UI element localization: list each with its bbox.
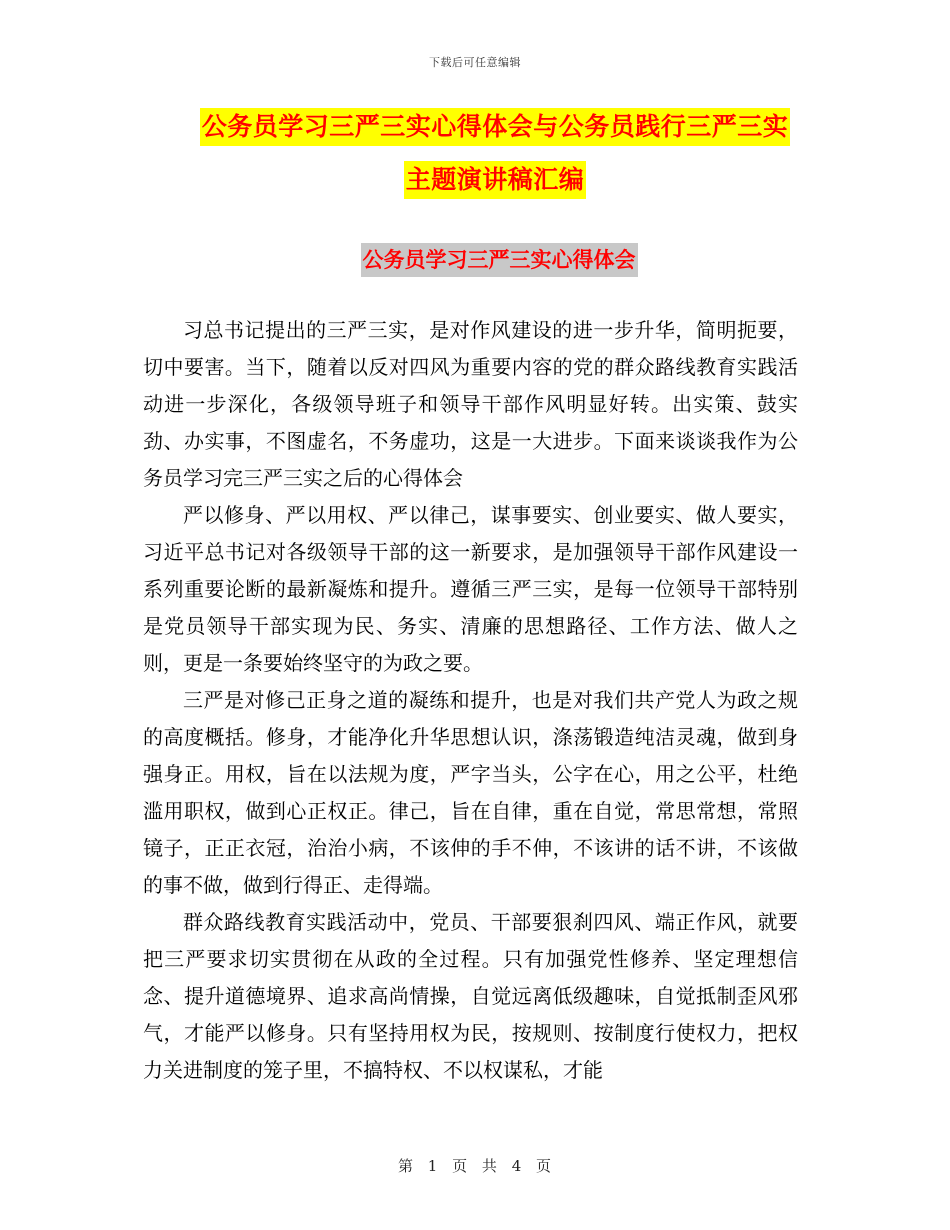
section-heading: 公务员学习三严三实心得体会	[361, 243, 638, 277]
footer-label-unit-2: 页	[536, 1157, 553, 1175]
footer-label-page: 第	[397, 1157, 414, 1175]
total-pages-number: 4	[511, 1157, 523, 1175]
page-footer	[0, 1155, 950, 1176]
title-line-2: 主题演讲稿汇编	[404, 161, 587, 199]
paragraph: 严以修身、严以用权、严以律己，谋事要实、创业要实、做人要实，习近平总书记对各级领导干部的这一新要求，是加强领导干部作风建设一系列重要论断的最新凝炼和提升。遵循三严三实，是每一位领导干部特别是党员领导干部实现为民、务实、清廉的思想路径、工作方法、做人之则，更是一条要始终坚守的为政之要。	[143, 503, 798, 675]
body-text	[143, 312, 798, 1089]
footer-label-unit: 页	[452, 1157, 469, 1175]
paragraph: 习总书记提出的三严三实，是对作风建设的进一步升华，简明扼要，切中要害。当下，随着以反对四风为重要内容的党的群众路线教育实践活动进一步深化，各级领导班子和领导干部作风明显好转。出实策、鼓实劲、办实事，不图虚名，不务虚功，这是一大进步。下面来谈谈我作为公务员学习完三严三实之后的心得体会	[143, 318, 798, 490]
header-note: 下载后可任意编辑	[429, 56, 521, 69]
paragraph: 群众路线教育实践活动中，党员、干部要狠刹四风、端正作风，就要把三严要求切实贯彻在从政的全过程。只有加强党性修养、坚定理想信念、提升道德境界、追求高尚情操，自觉远离低级趣味，自觉抵制歪风邪气，才能严以修身。只有坚持用权为民，按规则、按制度行使权力，把权力关进制度的笼子里，不搞特权、不以权谋私，才能	[143, 910, 798, 1082]
current-page-number: 1	[427, 1157, 439, 1175]
footer-label-total: 共	[481, 1157, 498, 1175]
paragraph: 三严是对修己正身之道的凝练和提升，也是对我们共产党人为政之规的高度概括。修身，才能净化升华思想认识，涤荡锻造纯洁灵魂，做到身强身正。用权，旨在以法规为度，严字当头，公字在心，用之公平，杜绝滥用职权，做到心正权正。律己，旨在自律，重在自觉，常思常想，常照镜子，正正衣冠，治治小病，不该伸的手不伸，不该讲的话不讲，不该做的事不做，做到行得正、走得端。	[143, 688, 798, 897]
document-title	[0, 108, 950, 214]
title-line-1: 公务员学习三严三实心得体会与公务员践行三严三实	[200, 108, 791, 146]
section-heading-container	[0, 243, 950, 277]
